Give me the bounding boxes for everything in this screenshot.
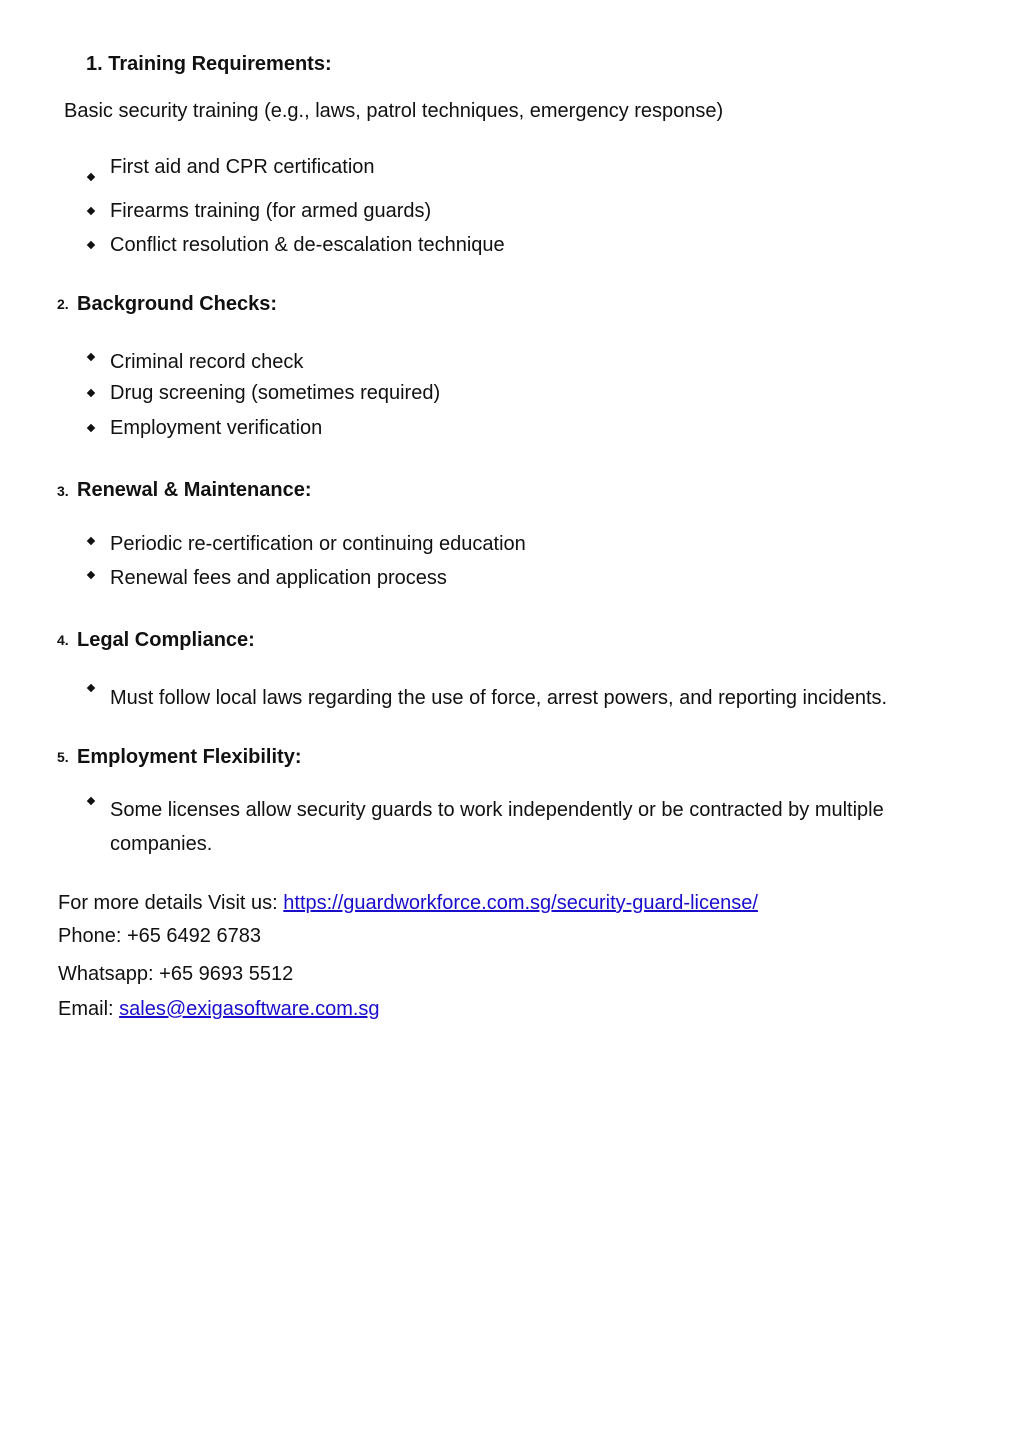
bullet-icon (87, 241, 95, 249)
list-item: Drug screening (sometimes required) (110, 382, 441, 404)
list-item-continuation: companies. (110, 833, 213, 855)
bullet-icon (87, 173, 95, 181)
bullet-icon (87, 684, 95, 692)
section-4-number: 4. (57, 632, 69, 648)
list-item: Firearms training (for armed guards) (110, 200, 432, 222)
phone-text: Phone: +65 6492 6783 (58, 925, 261, 947)
bullet-icon (87, 797, 95, 805)
section-4-heading: Legal Compliance: (77, 629, 255, 651)
section-1-heading: 1. Training Requirements: (86, 53, 332, 75)
bullet-icon (87, 207, 95, 215)
details-label: For more details Visit us: (58, 892, 284, 914)
section-2-number: 2. (57, 296, 69, 312)
section-3-number: 3. (57, 483, 69, 499)
list-item: Conflict resolution & de-escalation technique (110, 234, 505, 256)
bullet-icon (87, 389, 95, 397)
list-item: Must follow local laws regarding the use of force, arrest powers, and reporting incidents. (110, 687, 888, 709)
details-link[interactable]: https://guardworkforce.com.sg/security-guard-license/ (283, 892, 758, 914)
list-item: Renewal fees and application process (110, 567, 447, 589)
email-label: Email: (58, 998, 120, 1020)
list-item: Employment verification (110, 417, 323, 439)
section-2-heading: Background Checks: (77, 293, 278, 315)
list-item: Some licenses allow security guards to work independently or be contracted by multiple (110, 799, 884, 821)
list-item: Periodic re-certification or continuing education (110, 533, 526, 555)
section-1-intro: Basic security training (e.g., laws, patrol techniques, emergency response) (64, 100, 724, 122)
whatsapp-text: Whatsapp: +65 9693 5512 (58, 963, 294, 985)
details-line (58, 891, 758, 915)
email-link[interactable]: sales@exigasoftware.com.sg (119, 998, 380, 1020)
list-item: First aid and CPR certification (110, 156, 375, 178)
bullet-icon (87, 353, 95, 361)
section-3-heading: Renewal & Maintenance: (77, 479, 312, 501)
list-item: Criminal record check (110, 351, 304, 373)
bullet-icon (87, 571, 95, 579)
section-5-number: 5. (57, 749, 69, 765)
section-5-heading: Employment Flexibility: (77, 746, 302, 768)
bullet-icon (87, 424, 95, 432)
bullet-icon (87, 537, 95, 545)
email-line (58, 997, 380, 1021)
